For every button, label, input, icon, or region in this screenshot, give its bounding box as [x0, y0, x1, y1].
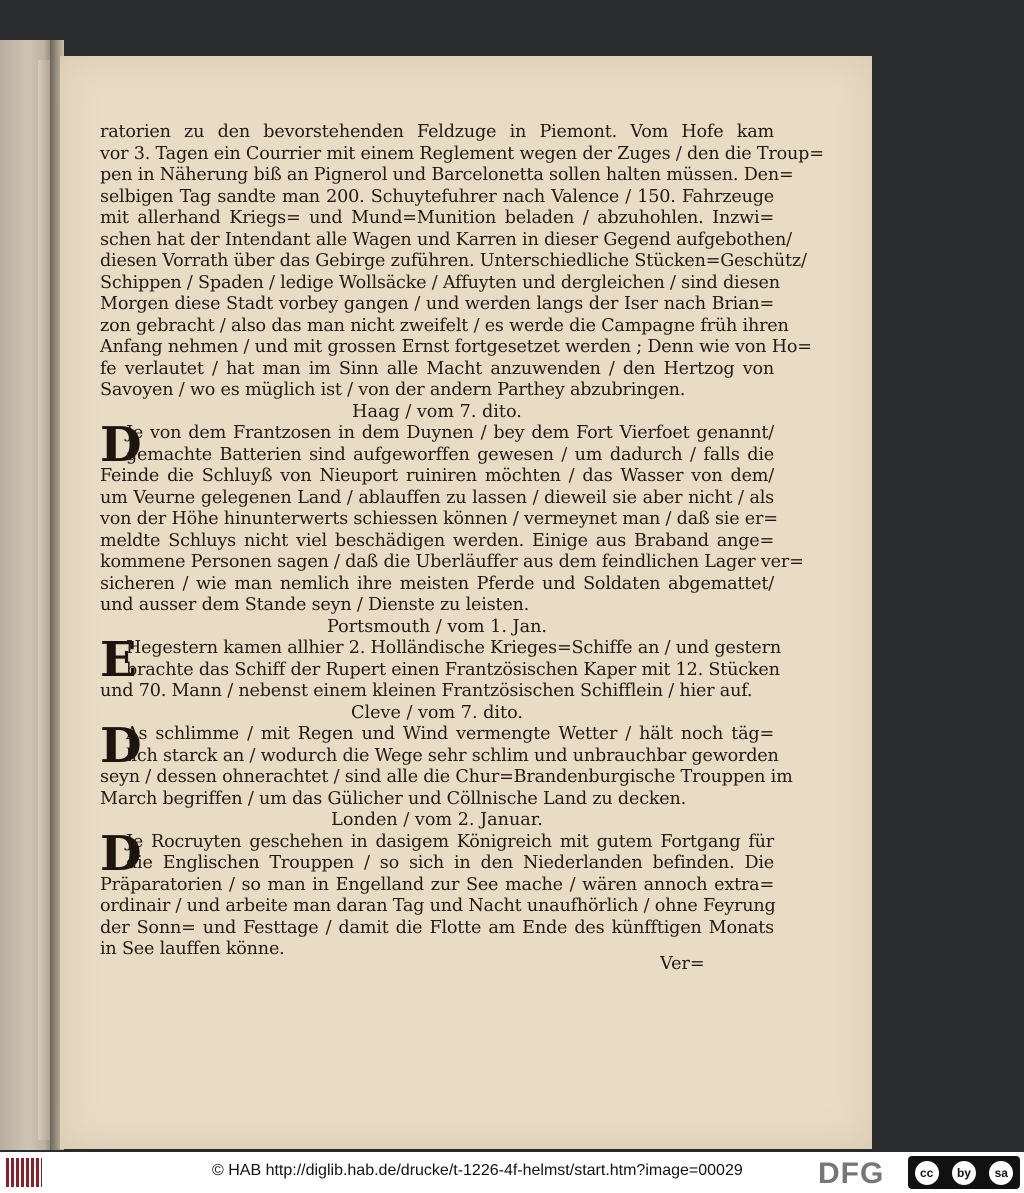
section-heading: Londen / vom 2. Januar. — [331, 810, 543, 830]
section-heading: Cleve / vom 7. dito. — [351, 702, 523, 723]
section-heading: Portsmouth / vom 1. Jan. — [327, 616, 547, 637]
text-line: Savoyen / wo es müglich ist / von der andern Parthey abzubringen. — [100, 380, 686, 400]
text-line: und 70. Mann / nebenst einem kleinen Frantzösischen Schifflein / hier auf. — [100, 681, 753, 701]
drop-cap-initial: D — [100, 825, 142, 882]
text-line: die Englischen Trouppen / so sich in den Niederlanden befinden. Die — [126, 853, 774, 873]
section-paragraph — [100, 417, 804, 617]
sa-icon: sa — [989, 1161, 1013, 1185]
text-line: zon gebracht / also das man nicht zweifelt / es werde die Campagne früh ihren — [100, 315, 789, 336]
text-line: lich starck an / wodurch die Wege sehr schlim und unbrauchbar geworden — [126, 745, 779, 766]
text-line: diesen Vorrath über das Gebirge zuführen. Unterschiedliche Stücken=Geschütz/ — [100, 251, 807, 271]
text-line: mit allerhand Kriegs= und Mund=Munition beladen / abzuhohlen. Inzwi= — [100, 208, 774, 228]
text-line: fe verlautet / hat man im Sinn alle Macht anzuwenden / den Hertzog von — [100, 358, 774, 379]
page-text — [100, 122, 824, 961]
section-paragraph — [100, 718, 793, 810]
catchword: Ver= — [660, 954, 705, 974]
text-line: Anfang nehmen / und mit grossen Ernst fortgesetzet werden ; Denn wie von Ho= — [100, 337, 812, 357]
text-line: Feinde die Schluyß von Nieuport ruiniren möchten / das Wasser von dem/ — [100, 466, 774, 486]
drop-cap-initial: E — [100, 632, 137, 688]
text-line: Morgen diese Stadt vorbey gangen / und werden langs der Iser nach Brian= — [100, 294, 774, 314]
text-line: Hegestern kamen allhier 2. Holländische Krieges=Schiffe an / und gestern — [126, 638, 781, 658]
by-icon: by — [952, 1161, 976, 1185]
text-line: As schlimme / mit Regen und Wind vermengte Wetter / hält noch täg= — [126, 724, 774, 744]
text-line: Je von dem Frantzosen in dem Duynen / bey dem Fort Vierfoet genannt/ — [126, 423, 774, 443]
hab-logo[interactable] — [6, 1158, 42, 1187]
scanned-page — [60, 56, 872, 1149]
text-line: March begriffen / um das Gülicher und Cöllnische Land zu decken. — [100, 788, 687, 809]
license-badge[interactable] — [908, 1156, 1020, 1189]
text-line: selbigen Tag sandte man 200. Schuytefuhrer nach Valence / 150. Fahrzeuge — [100, 186, 774, 207]
drop-cap-initial: D — [100, 718, 142, 774]
text-line: ordinair / und arbeite man daran Tag und Nacht unaufhörlich / ohne Feyrung — [100, 896, 776, 916]
text-line: um Veurne gelegenen Land / ablauffen zu lassen / dieweil sie aber nicht / als — [100, 487, 774, 508]
section-paragraph — [100, 632, 781, 703]
cc-icon: cc — [915, 1161, 939, 1185]
text-line: in See lauffen könne. — [100, 939, 285, 959]
viewer-footer — [0, 1152, 1024, 1193]
text-line: gemachte Batterien sind aufgeworffen gewesen / um dadurch / falls die — [126, 444, 774, 465]
section-paragraph — [100, 825, 776, 961]
dfg-logo[interactable]: DFG — [818, 1157, 885, 1190]
text-line: seyn / dessen ohnerachtet / sind alle die Chur=Brandenburgische Trouppen im — [100, 767, 793, 787]
text-line: Je Rocruyten geschehen in dasigem Königreich mit gutem Fortgang für — [126, 831, 774, 852]
text-line: Präparatorien / so man in Engelland zur See mache / wären annoch extra= — [100, 874, 774, 895]
attribution-text[interactable]: © HAB http://diglib.hab.de/drucke/t-1226-4f-helmst/start.htm?image=00029 — [212, 1162, 743, 1179]
news-sections — [100, 401, 804, 961]
text-line: kommene Personen sagen / daß die Uberläuffer aus dem feindlichen Lager ver= — [100, 552, 804, 572]
text-line: Schippen / Spaden / ledige Wollsäcke / Affuyten und dergleichen / sind diesen — [100, 272, 780, 293]
text-line: ratorien zu den bevorstehenden Feldzuge in Piemont. Vom Hofe kam — [100, 122, 774, 142]
text-line: sicheren / wie man nemlich ihre meisten Pferde und Soldaten abgemattet/ — [100, 573, 774, 594]
drop-cap-initial: D — [100, 417, 142, 473]
text-line: und ausser dem Stande seyn / Dienste zu leisten. — [100, 595, 530, 615]
text-line: vor 3. Tagen ein Courrier mit einem Reglement wegen der Zuges / den die Troup= — [100, 143, 824, 164]
text-line: von der Höhe hinunterwerts schiessen können / vermeynet man / daß sie er= — [100, 509, 778, 529]
intro-paragraph — [100, 122, 824, 402]
text-line: pen in Näherung biß an Pignerol und Barcelonetta sollen halten müssen. Den= — [100, 165, 794, 185]
text-line: der Sonn= und Festtage / damit die Flotte am Ende des künfftigen Monats — [100, 917, 774, 938]
text-line: brachte das Schiff der Rupert einen Frantzösischen Kaper mit 12. Stücken — [126, 659, 780, 680]
section-heading: Haag / vom 7. dito. — [352, 401, 522, 422]
text-line: schen hat der Intendant alle Wagen und Karren in dieser Gegend aufgebothen/ — [100, 229, 792, 250]
text-line: meldte Schluys nicht viel beschädigen werden. Einige aus Braband ange= — [100, 530, 774, 551]
